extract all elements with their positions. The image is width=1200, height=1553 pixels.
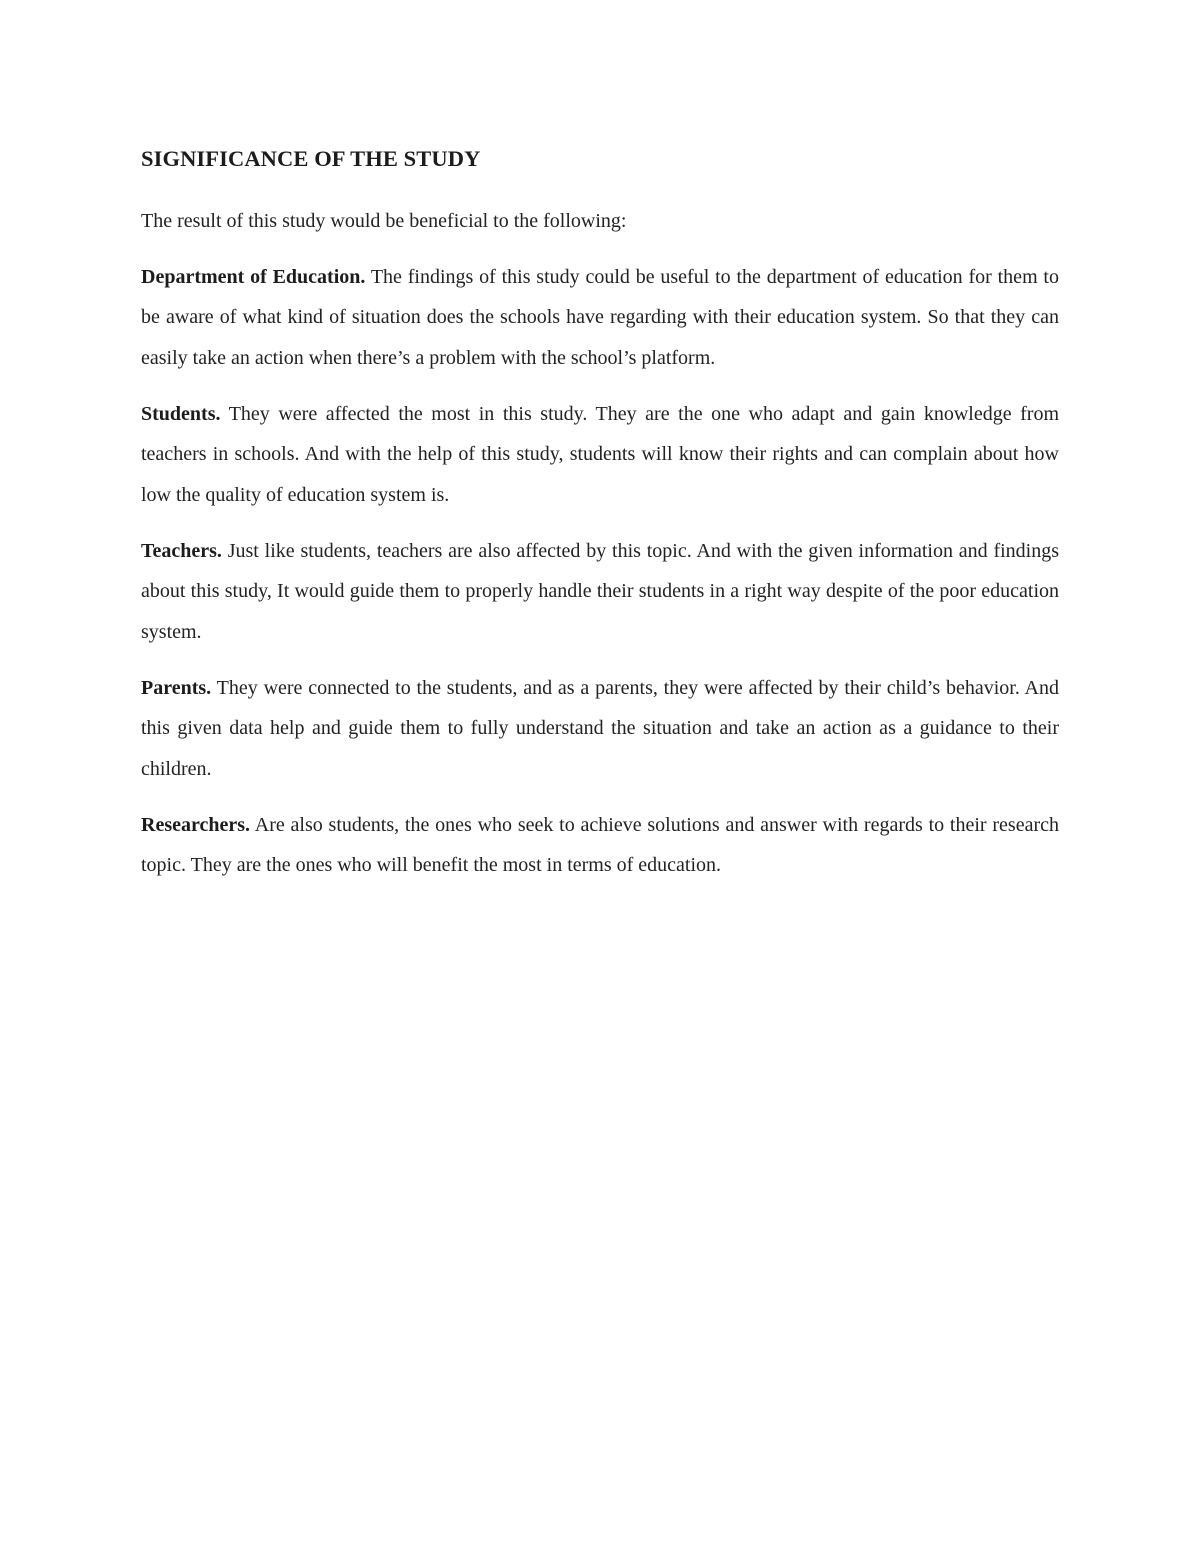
section-term: Parents. <box>141 676 212 699</box>
document-body <box>141 143 1059 901</box>
section-text: Just like students, teachers are also affected by this topic. And with the given information and findings about this study, It would guide them to properly handle their students in a right way despite of the poor education system. <box>141 539 1060 643</box>
section-researchers <box>141 805 1059 886</box>
section-text: The findings of this study could be useful to the department of education for them to be aware of what kind of situation does the schools have regarding with their education system. So that they can easily take an action when there’s a problem with the school’s platform. <box>141 265 1059 369</box>
section-term: Students. <box>141 402 221 425</box>
section-term: Teachers. <box>141 539 222 562</box>
section-parents <box>141 668 1059 790</box>
section-term: Researchers. <box>141 813 251 836</box>
section-term: Department of Education. <box>141 265 366 288</box>
section-text: They were affected the most in this study. They are the one who adapt and gain knowledge from teachers in schools. And with the help of this study, students will know their rights and can complain about how low the quality of education system is. <box>141 402 1060 506</box>
section-department-of-education <box>141 257 1059 379</box>
section-text: Are also students, the ones who seek to achieve solutions and answer with regards to their research topic. They are the ones who will benefit the most in terms of education. <box>141 813 1059 876</box>
page-title: SIGNIFICANCE OF THE STUDY <box>141 146 481 171</box>
section-teachers <box>141 531 1059 653</box>
section-text: They were connected to the students, and as a parents, they were affected by their child’s behavior. And this given data help and guide them to fully understand the situation and take an action as a guidance to their children. <box>141 676 1059 780</box>
section-students <box>141 394 1059 516</box>
intro-paragraph: The result of this study would be beneficial to the following: <box>141 210 627 232</box>
